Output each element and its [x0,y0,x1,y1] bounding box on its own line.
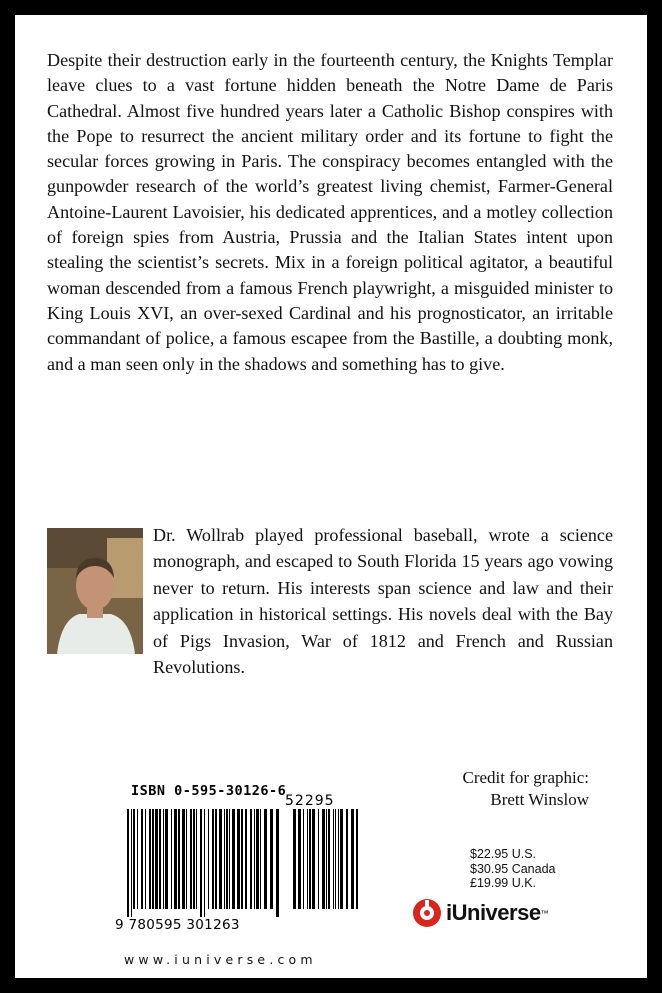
barcode-bar [346,809,348,909]
trademark-symbol: ™ [540,908,549,918]
barcode-bar [149,809,151,909]
barcode-bar [298,809,301,909]
iuniverse-logo [412,898,549,928]
price-us: $22.95 U.S. [470,847,537,861]
barcode-bar [333,809,334,909]
barcode-bar [190,809,192,909]
barcode-bar [356,809,358,909]
barcode-bar [171,809,172,909]
barcode-bar [178,809,180,909]
price-uk: £19.99 U.K. [470,876,537,890]
barcode-bar [322,809,325,909]
barcode-bar [219,809,222,909]
barcode-bar [326,809,327,909]
price-list [470,847,556,891]
barcode-bar [215,809,217,909]
barcode-bar [309,809,311,909]
author-bio-text: Dr. Wollrab played professional baseball, wrote a science monograph, and escaped to South Florida 15 years ago vowing never to return. His interests span science and law and their application in historical settings. His novels deal with the Bay of Pigs Invasion, War of 1812 and French and Russian Revolutions. [153,525,613,678]
barcode-bar [237,809,240,909]
credit-label: Credit for graphic: [462,768,589,787]
barcode-bar [340,809,343,909]
barcode-bar [264,809,267,909]
publisher-url: www.iuniverse.com [124,952,317,967]
barcode-bar [312,809,315,909]
publisher-name: iUniverse [446,900,541,925]
barcode-bar [256,809,259,909]
barcode-bar [318,809,319,909]
addon-barcode-bars [293,809,358,909]
barcode-bar [163,809,164,909]
barcode-bar [196,809,197,909]
barcode-bar [293,809,296,909]
barcode-bar [200,809,202,917]
barcode-bar [127,809,129,917]
barcode-bar [270,809,273,909]
back-cover [15,15,647,978]
barcode-bar [335,809,336,909]
isbn-label: ISBN 0-595-30126-6 [131,783,287,799]
barcode-bar [328,809,330,909]
barcode-bar [141,809,143,909]
barcode [127,809,367,921]
ean-barcode-bars [127,809,279,917]
iuniverse-logo-icon [412,898,442,928]
barcode-bar [254,809,255,909]
barcode-bar [131,809,132,917]
barcode-bar [260,809,261,909]
graphic-credit [462,767,589,811]
barcode-bar [145,809,146,909]
barcode-bar [250,809,252,909]
author-bio-section [47,522,613,680]
barcode-bar [204,809,205,917]
barcode-bar [182,809,185,909]
barcode-bar [351,809,354,909]
barcode-bar [152,809,154,909]
barcode-bar [303,809,304,909]
barcode-bar [241,809,243,909]
barcode-bar [165,809,168,909]
price-code-label: 52295 [285,793,335,809]
barcode-bar [307,809,308,909]
barcode-bar [193,809,195,909]
barcode-bar [159,809,161,909]
barcode-bar [133,809,135,909]
barcode-bar [245,809,247,909]
credit-name: Brett Winslow [490,790,589,809]
barcode-bar [174,809,177,909]
barcode-bar [155,809,158,909]
book-blurb: Despite their destruction early in the fourteenth century, the Knights Templar leave clues to a vast fortune hidden beneath the Notre Dame de Paris Cathedral. Almost five hundred years later a Catholic Bishop conspires with the Pope to resurrect the ancient military order and its fortune to fight the secular forces growing in Paris. The conspiracy becomes entangled with the gunpowder research of the world’s greatest living chemist, Farmer-General Antoine-Laurent Lavoisier, his dedicated apprentices, and a motley collection of foreign spies from Austria, Prussia and the Italian States intent upon stealing the scientist’s secrets. Mix in a foreign political agitator, a beautiful woman descended from a famous French playwright, a misguided minister to King Louis XVI, an over-sexed Cardinal and his prognosticator, an irritable commandant of police, a famous escapee from the Bastille, a doubting monk, and a man seen only in the shadows and something has to give. [47,50,613,374]
barcode-bar [212,809,214,909]
barcode-bar [229,809,230,909]
barcode-bar [226,809,228,909]
barcode-bar [276,809,279,917]
barcode-bar [232,809,235,909]
price-canada: $30.95 Canada [470,861,556,876]
author-photo [47,528,143,654]
barcode-bar [137,809,138,909]
barcode-bar [208,809,209,909]
barcode-bar [224,809,225,909]
barcode-bar [186,809,187,909]
barcode-bar [338,809,339,909]
ean-number: 9 780595 301263 [115,917,240,933]
